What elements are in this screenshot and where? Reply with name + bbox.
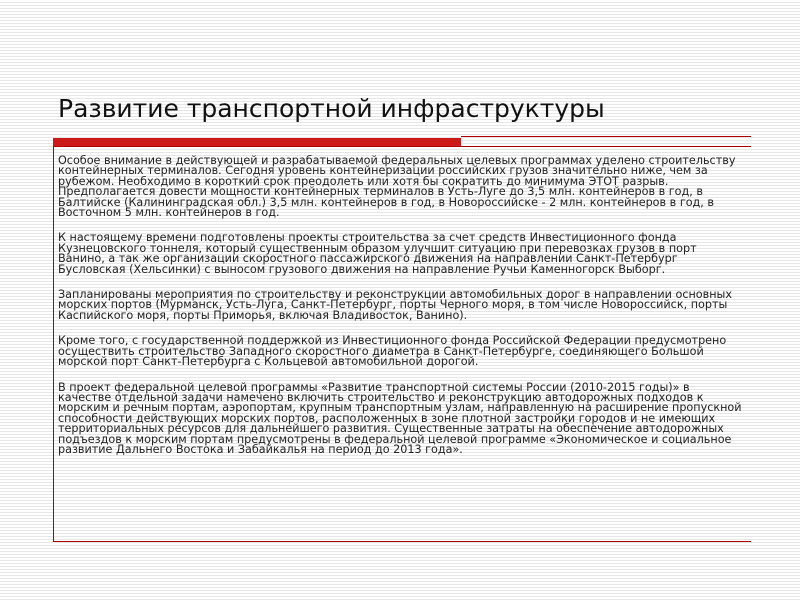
bottom-rule (53, 541, 751, 542)
slide-title: Развитие транспортной инфраструктуры (58, 94, 605, 123)
slide-body (58, 156, 746, 470)
title-rule-upper (461, 136, 751, 137)
paragraph-federal-program: В проект федеральной целевой программы «Развитие транспортной системы России (2010-2015 годы)» в качестве отдельной задачи намечено включить строительство и реконструкцию автодорожных подходов к морским и речным портам, аэропортам, крупным транспортным узлам, направленную на расширение пропускной способности действующих морских портов, расположенных в зоне плотной застройки городов и не имеющих территориальных ресурсов для дальнейшего развития. Существенные затраты на обеспечение автодорожных подъездов к морским портам предусмотрены в федеральной целевой программе «Экономическое и социальное развитие Дальнего Востока и Забайкалья на период до 2013 года». (58, 380, 742, 456)
left-vertical-rule (53, 146, 54, 542)
paragraph-roads: Запланированы мероприятия по строительству и реконструкции автомобильных дорог в направлении основных морских портов (Мурманск, Усть-Луга, Санкт-Петербург, порты Черного моря, в том числе Новороссийск, порты Каспийского моря, порты Приморья, включая Владивосток, Ванино). (58, 288, 733, 322)
title-accent-bar (53, 138, 461, 146)
paragraph-projects: К настоящему времени подготовлены проекты строительства за счет средств Инвестиционного фонда Кузнецовского тоннеля, который существенным образом улучшит ситуацию при перевозках грузов в порт Ванино, а так же организации скоростного пассажирского движения на направлении Санкт-Петербург Бусловская (Хельсинки) с выносом грузового движения на направление Ручьи Каменногорск Выборг. (58, 231, 697, 276)
paragraph-containers: Особое внимание в действующей и разрабатываемой федеральных целевых программах уделено строительству контейнерных терминалов. Сегодня уровень контейнеризации российских грузов значительно ниже, чем за рубежом. Необходимо в короткий срок преодолеть или хотя бы сократить до минимума ЭТОТ разрыв. Предполагается довести мощности контейнерных терминалов в Усть-Луге до 3,5 млн. контейнеров в год, в Балтийске (Калининградская обл.) 3,5 млн. контейнеров в год, в Новороссийске - 2 млн. контейнеров в год, в Восточном 5 млн. контейнеров в год. (58, 154, 736, 220)
title-rule-lower (53, 146, 751, 147)
paragraph-western-diameter: Кроме того, с государственной поддержкой из Инвестиционного фонда Российской Федерации предусмотрено осуществить строительство Западного скоростного диаметра в Санкт-Петербурге, соединяющего Большой морской порт Санкт-Петербурга с Кольцевой автомобильной дорогой. (58, 334, 727, 369)
